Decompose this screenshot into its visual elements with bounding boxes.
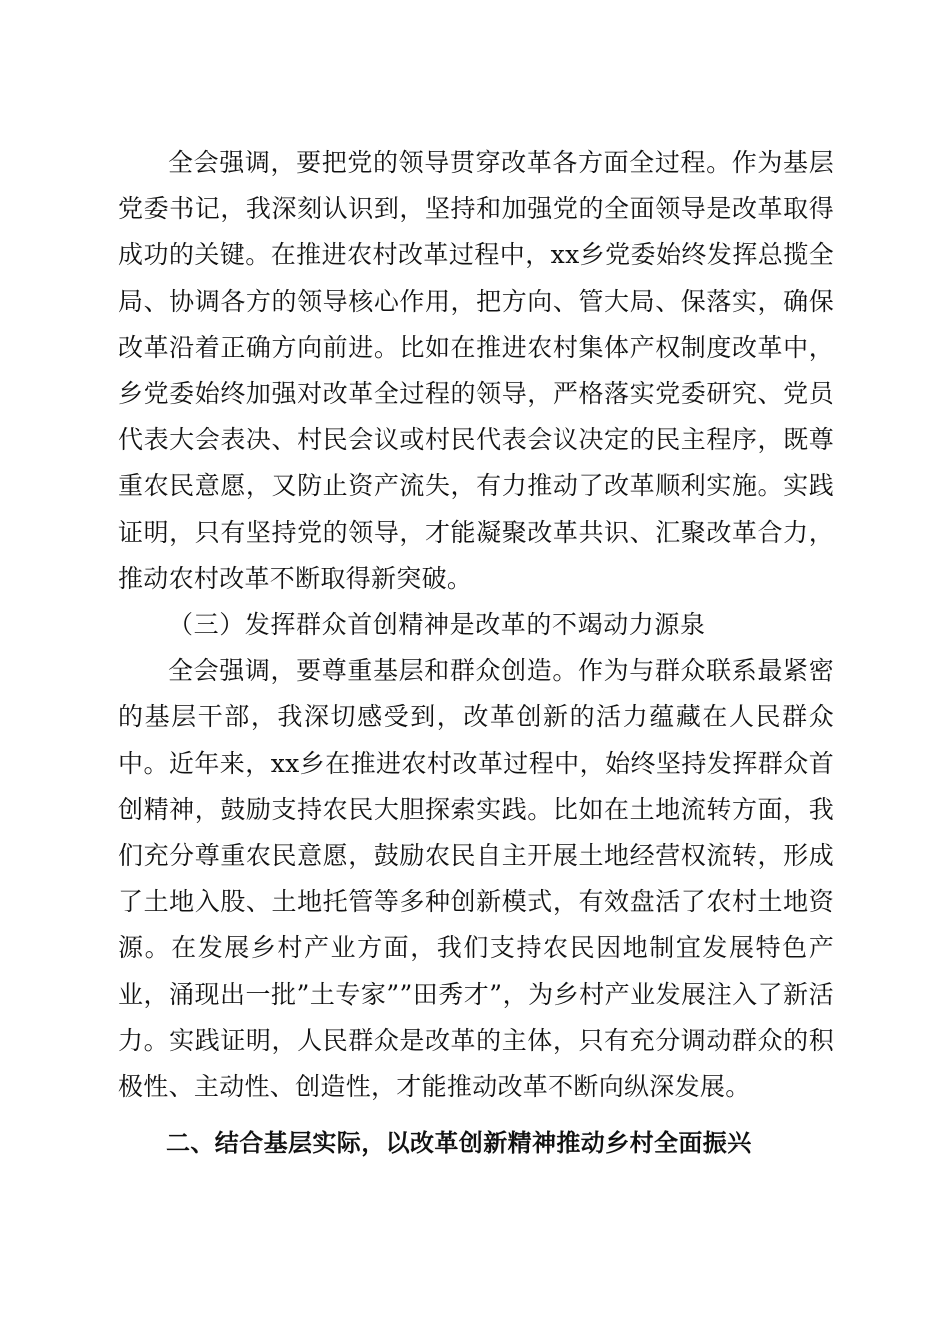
section-heading-rural-revitalization: 二、结合基层实际，以改革创新精神推动乡村全面振兴 [166, 1129, 752, 1158]
paragraph-mass-creativity: 全会强调，要尊重基层和群众创造。作为与群众联系最紧密的基层干部，我深切感受到，改革创新的活力蕴藏在人民群众中。近年来，xx乡在推进农村改革过程中，始终坚持发挥群众首创精神，鼓励支持农民大胆探索实践。比如在土地流转方面，我们充分尊重农民意愿，鼓励农民自主开展土地经营权流转，形成了土地入股、土地托管等多种创新模式，有效盘活了农村土地资源。在发展乡村产业方面，我们支持农民因地制宜发展特色产业，涌现出一批”土专家””田秀才”，为乡村产业发展注入了新活力。实践证明，人民群众是改革的主体，只有充分调动群众的积极性、主动性、创造性，才能推动改革不断向纵深发展。 [118, 656, 834, 1102]
document-body [118, 140, 834, 1166]
paragraph-party-leadership: 全会强调，要把党的领导贯穿改革各方面全过程。作为基层党委书记，我深刻认识到，坚持和加强党的全面领导是改革取得成功的关键。在推进农村改革过程中，xx乡党委始终发挥总揽全局、协调各方的领导核心作用，把方向、管大局、保落实，确保改革沿着正确方向前进。比如在推进农村集体产权制度改革中，乡党委始终加强对改革全过程的领导，严格落实党委研究、党员代表大会表决、村民会议或村民代表会议决定的民主程序，既尊重农民意愿，又防止资产流失，有力推动了改革顺利实施。实践证明，只有坚持党的领导，才能凝聚改革共识、汇聚改革合力，推动农村改革不断取得新突破。 [118, 148, 834, 593]
subheading-mass-creativity: （三）发挥群众首创精神是改革的不竭动力源泉 [168, 610, 706, 640]
